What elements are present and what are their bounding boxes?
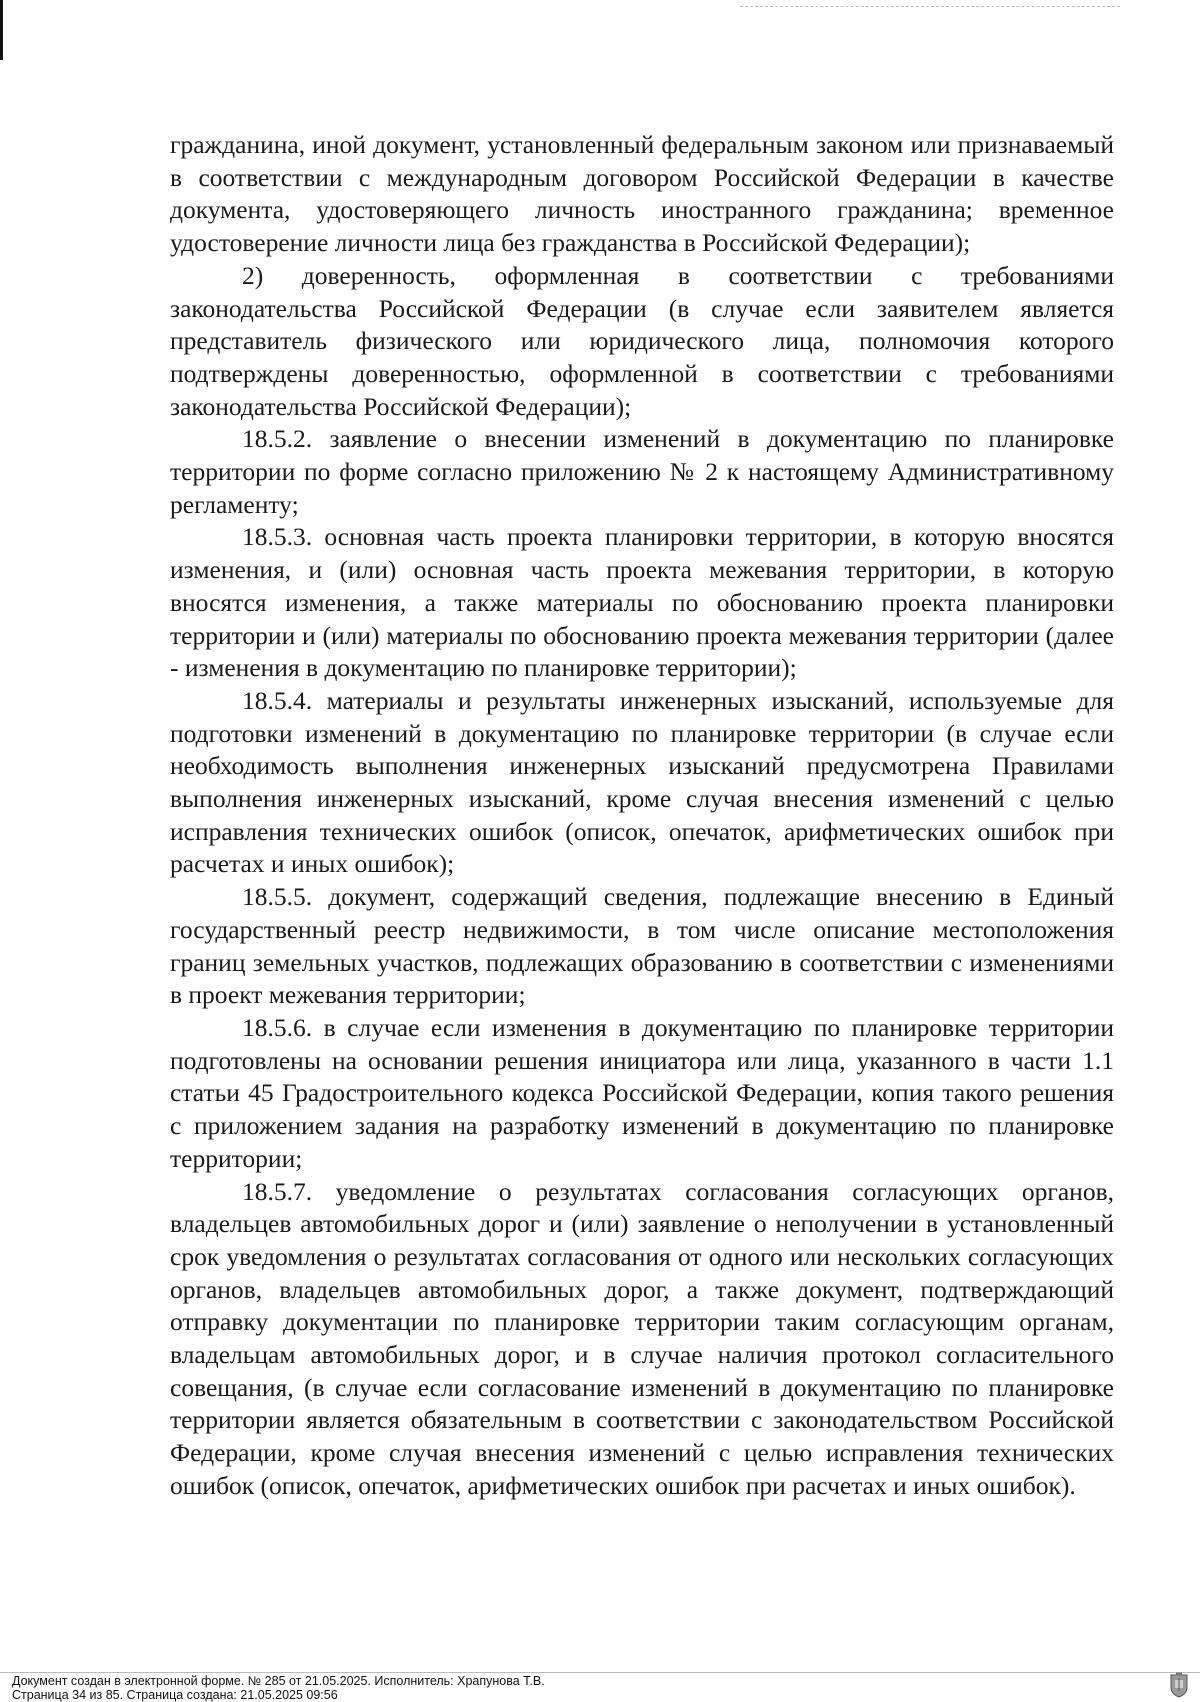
footer-divider (0, 1672, 1200, 1673)
scan-edge-line (0, 0, 3, 60)
paragraph: 18.5.7. уведомление о результатах согласования согласующих органов, владельцев автомобильных дорог и (или) заявление о неполучении в установленный срок уведомления о результатах согласования от одного или нескольких согласующих органов, владельцев автомобильных дорог, а также документ, подтверждающий отправку документации по планировке территории таким согласующим органам, владельцам автомобильных дорог, и в случае наличия протокол согласительного совещания, (в случае если согласование изменений в документацию по планировке территории является обязательным в соответствии с законодательством Российской Федерации, кроме случая внесения изменений с целью исправления технических ошибок (описок, опечаток, арифметических ошибок при расчетах и иных ошибок). (170, 1176, 1114, 1500)
footer-page-info: Страница 34 из 85. Страница создана: 21.05.2025 09:56 (12, 1688, 338, 1702)
paragraph: 18.5.5. документ, содержащий сведения, подлежащие внесению в Единый государственный реестр недвижимости, в том числе описание местоположения границ земельных участков, подлежащих образованию в соответствии с изменениями в проект межевания территории; (170, 882, 1114, 1010)
paragraph: гражданина, иной документ, установленный федеральным законом или признаваемый в соответствии с международным договором Российской Федерации в качестве документа, удостоверяющего личность иностранного гражданина; временное удостоверение личности лица без гражданства в Российской Федерации); (170, 130, 1114, 258)
scan-top-marks (740, 6, 1120, 8)
paragraph: 18.5.2. заявление о внесении изменений в документацию по планировке территории по форме согласно приложению № 2 к настоящему Административному регламенту; (170, 424, 1114, 519)
paragraph: 18.5.4. материалы и результаты инженерных изысканий, используемые для подготовки изменений в документацию по планировке территории (в случае если необходимость выполнения инженерных изысканий предусмотрена Правилами выполнения инженерных изысканий, кроме случая внесения изменений с целью исправления технических ошибок (описок, опечаток, арифметических ошибок при расчетах и иных ошибок); (170, 685, 1114, 879)
paragraph: 18.5.6. в случае если изменения в документацию по планировке территории подготовлены на основании решения инициатора или лица, указанного в части 1.1 статьи 45 Градостроительного кодекса Российской Федерации, копия такого решения с приложением задания на разработку изменений в документацию по планировке территории; (170, 1012, 1114, 1173)
coat-of-arms-icon (1168, 1672, 1190, 1698)
footer-document-info: Документ создан в электронной форме. № 285 от 21.05.2025. Исполнитель: Храпунова Т.В. (12, 1674, 545, 1688)
paragraph: 2) доверенность, оформленная в соответствии с требованиями законодательства Российской Федерации (в случае если заявителем является представитель физического или юридического лица, полномочия которого подтверждены доверенностью, оформленной в соответствии с требованиями законодательства Российской Федерации); (170, 260, 1114, 421)
paragraph: 18.5.3. основная часть проекта планировки территории, в которую вносятся изменения, и (или) основная часть проекта межевания территории, в которую вносятся изменения, а также материалы по обоснованию проекта планировки территории и (или) материалы по обоснованию проекта межевания территории (далее - изменения в документацию по планировке территории); (170, 522, 1114, 683)
document-body (170, 129, 1114, 1503)
